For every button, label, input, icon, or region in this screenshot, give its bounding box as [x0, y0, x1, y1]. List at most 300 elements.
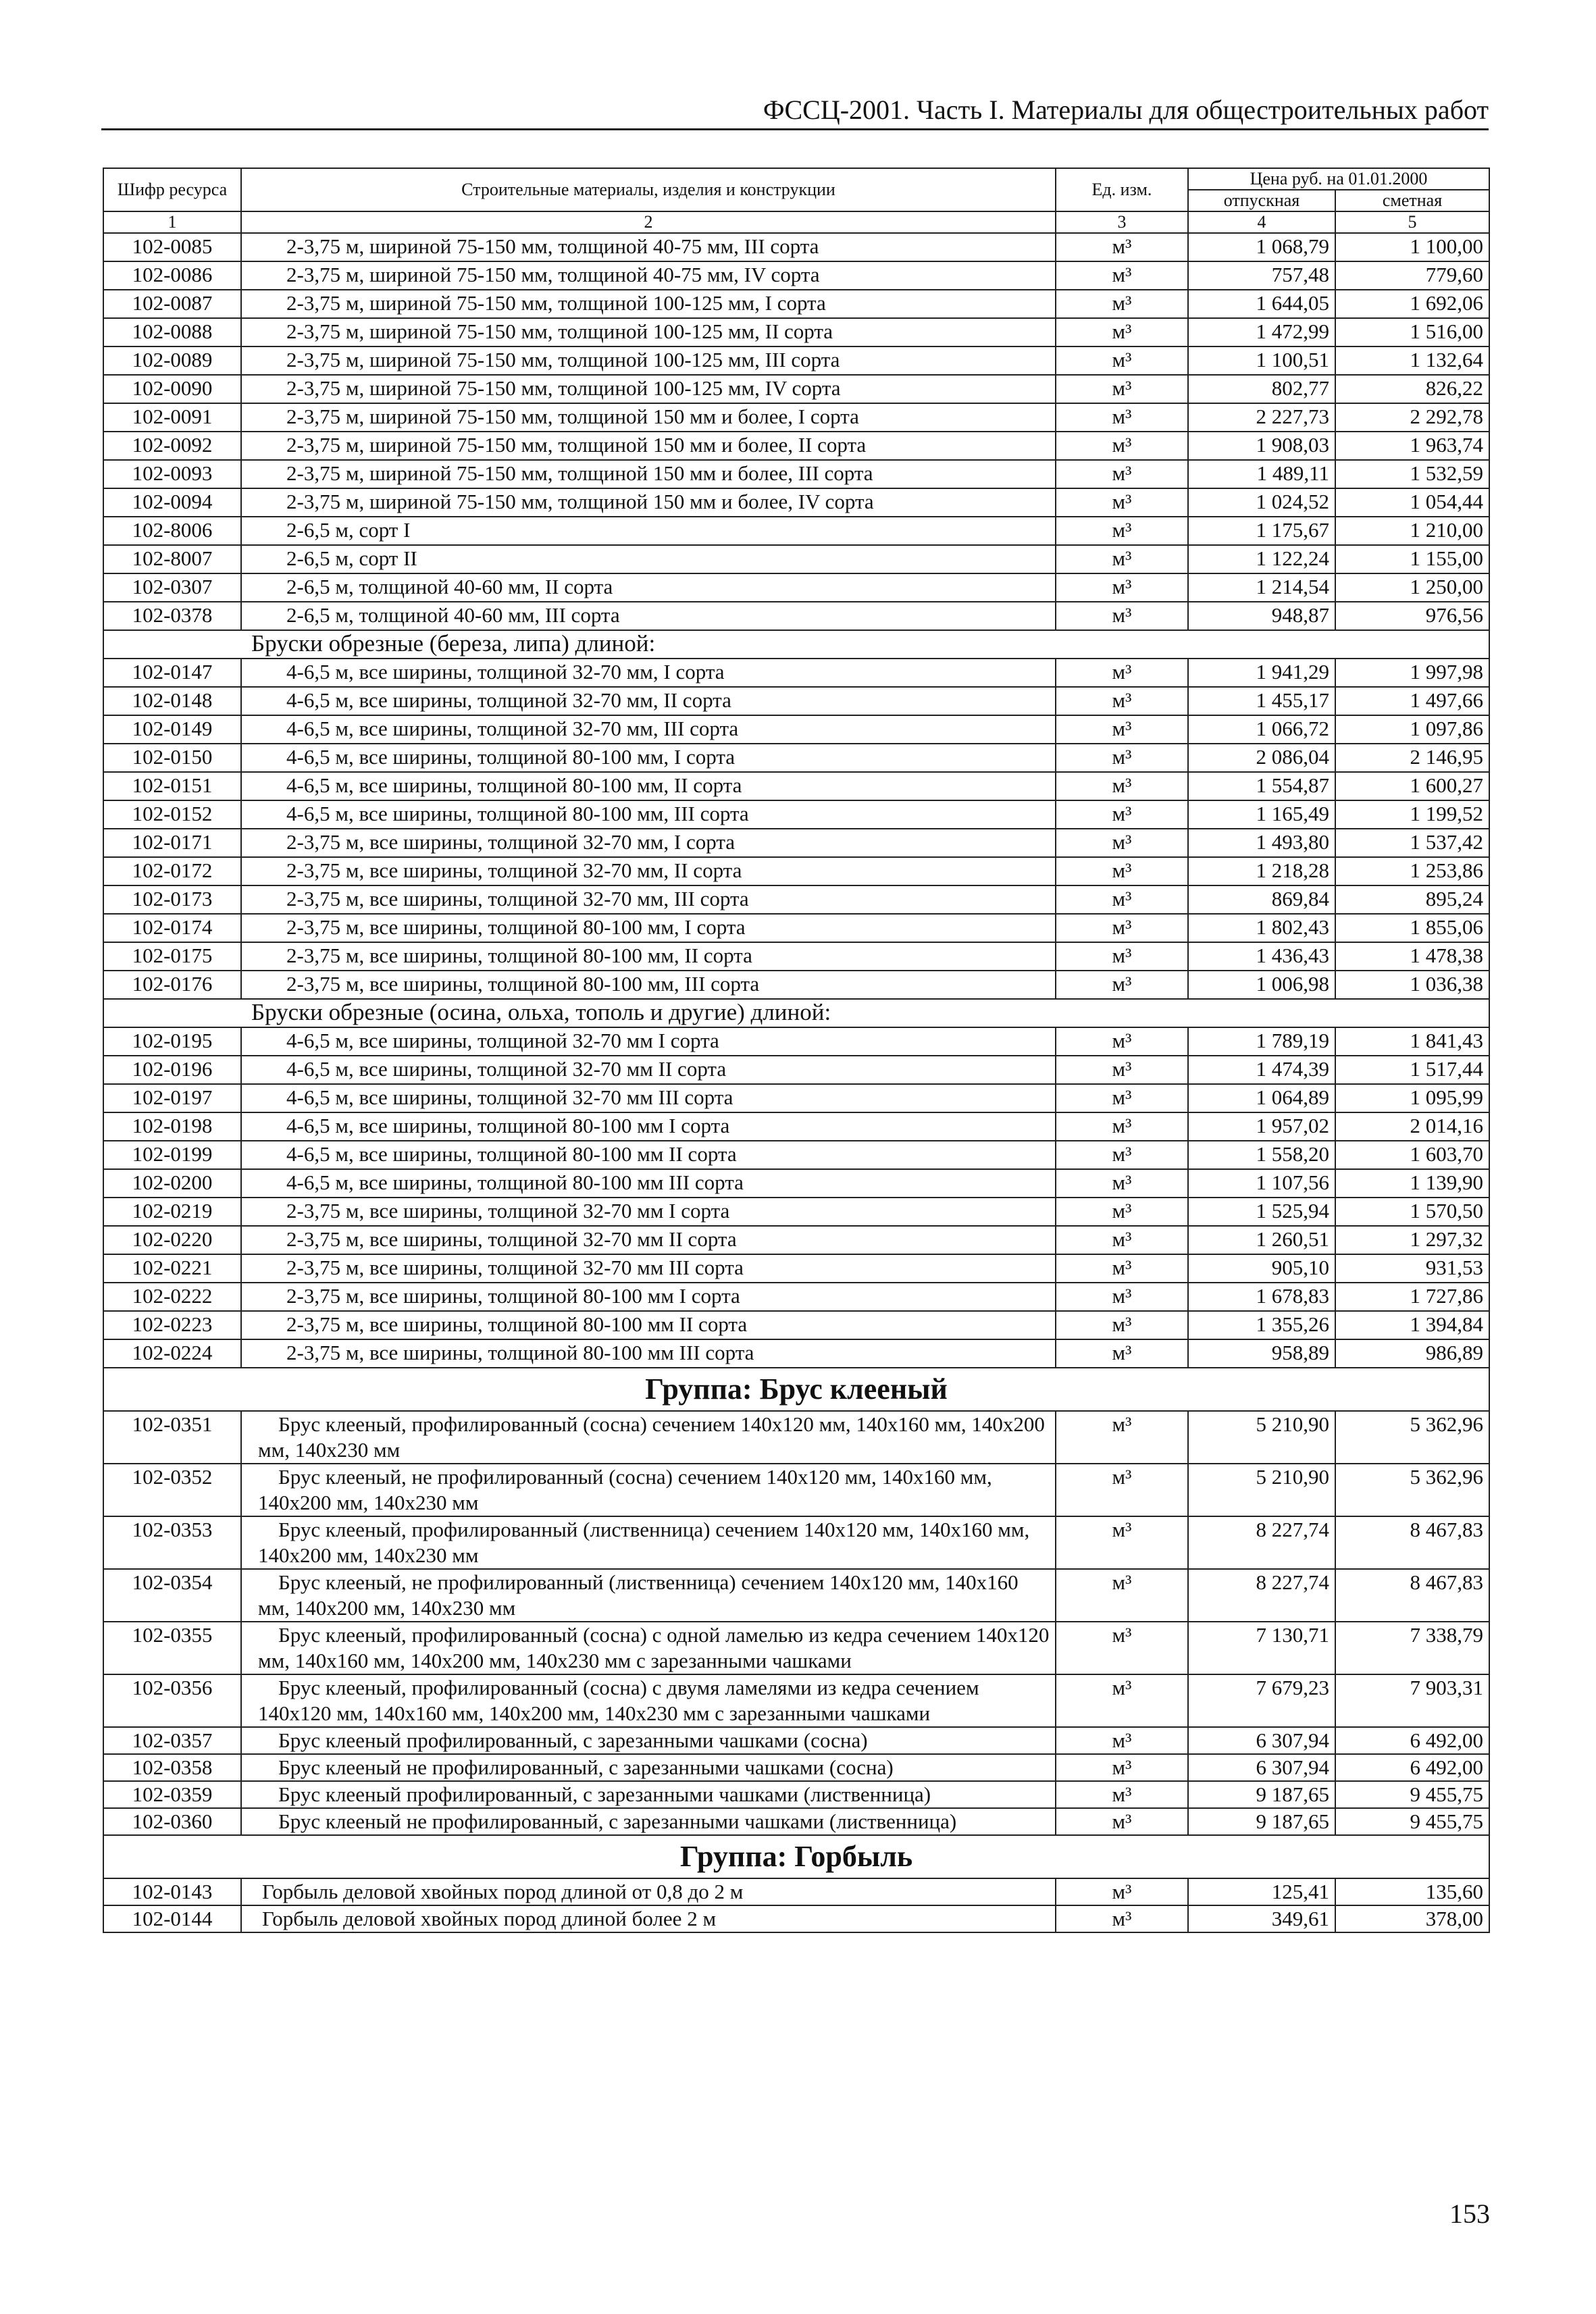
resource-code: 102-0357: [103, 1727, 241, 1754]
table-row: [103, 1905, 1489, 1932]
estimate-price: 1 478,38: [1335, 942, 1489, 971]
unit-cell: м³: [1056, 1464, 1188, 1516]
table-row: [103, 1569, 1489, 1622]
release-price: 1 558,20: [1188, 1141, 1335, 1169]
resource-code: 102-0176: [103, 971, 241, 999]
estimate-price: 1 600,27: [1335, 772, 1489, 800]
resource-code: 102-0087: [103, 290, 241, 318]
table-row: [103, 545, 1489, 573]
unit-cell: м³: [1056, 1339, 1188, 1368]
material-name: Брус клееный не профилированный, с зарезанными чашками (лиственница): [241, 1808, 1056, 1835]
col-num-5: 5: [1335, 211, 1489, 233]
resource-code: 102-0088: [103, 318, 241, 346]
estimate-price: 7 338,79: [1335, 1622, 1489, 1674]
unit-cell: м³: [1056, 1226, 1188, 1254]
unit-cell: м³: [1056, 800, 1188, 829]
estimate-price: 1 097,86: [1335, 715, 1489, 744]
release-price: 1 260,51: [1188, 1226, 1335, 1254]
material-name: 2-3,75 м, шириной 75-150 мм, толщиной 150 мм и более, III сорта: [241, 460, 1056, 488]
estimate-price: 1 250,00: [1335, 573, 1489, 602]
table-row: [103, 744, 1489, 772]
release-price: 2 227,73: [1188, 403, 1335, 432]
resource-code: 102-0224: [103, 1339, 241, 1368]
table-row: [103, 1516, 1489, 1569]
resource-code: 102-0221: [103, 1254, 241, 1283]
unit-cell: м³: [1056, 460, 1188, 488]
table-row: [103, 261, 1489, 290]
unit-cell: м³: [1056, 1112, 1188, 1141]
release-price: 9 187,65: [1188, 1808, 1335, 1835]
release-price: 1 554,87: [1188, 772, 1335, 800]
estimate-price: 8 467,83: [1335, 1569, 1489, 1622]
header-unit: Ед. изм.: [1056, 168, 1188, 211]
estimate-price: 1 155,00: [1335, 545, 1489, 573]
table-row: [103, 1339, 1489, 1368]
release-price: 1 436,43: [1188, 942, 1335, 971]
group-heading: Группа: Горбыль: [103, 1835, 1489, 1878]
unit-cell: м³: [1056, 1283, 1188, 1311]
table-row: [103, 488, 1489, 517]
resource-code: 102-0355: [103, 1622, 241, 1674]
resource-code: 102-0360: [103, 1808, 241, 1835]
resource-code: 102-0220: [103, 1226, 241, 1254]
table-row: [103, 1169, 1489, 1198]
material-name: 2-3,75 м, все ширины, толщиной 80-100 мм II сорта: [241, 1311, 1056, 1339]
release-price: 5 210,90: [1188, 1464, 1335, 1516]
material-name: 2-3,75 м, все ширины, толщиной 32-70 мм II сорта: [241, 1226, 1056, 1254]
table-header: [103, 168, 1489, 233]
release-price: 1 218,28: [1188, 857, 1335, 885]
release-price: 7 679,23: [1188, 1674, 1335, 1727]
unit-cell: м³: [1056, 1754, 1188, 1781]
resource-code: 102-0144: [103, 1905, 241, 1932]
resource-code: 102-0352: [103, 1464, 241, 1516]
header-name: Строительные материалы, изделия и конструкции: [241, 168, 1056, 211]
material-name: 2-3,75 м, все ширины, толщиной 32-70 мм, III сорта: [241, 885, 1056, 914]
table-body: [103, 233, 1489, 1932]
material-name: 2-3,75 м, все ширины, толщиной 32-70 мм III сорта: [241, 1254, 1056, 1283]
unit-cell: м³: [1056, 687, 1188, 715]
estimate-price: 6 492,00: [1335, 1727, 1489, 1754]
estimate-price: 976,56: [1335, 602, 1489, 630]
release-price: 802,77: [1188, 375, 1335, 403]
material-name: Брус клееный профилированный, с зарезанными чашками (лиственница): [241, 1781, 1056, 1808]
release-price: 1 789,19: [1188, 1027, 1335, 1056]
release-price: 1 068,79: [1188, 233, 1335, 261]
table-row: [103, 403, 1489, 432]
estimate-price: 378,00: [1335, 1905, 1489, 1932]
release-price: 1 175,67: [1188, 517, 1335, 545]
material-name: Брус клееный, профилированный (сосна) сечением 140х120 мм, 140х160 мм, 140х200 мм, 140х230 мм: [241, 1411, 1056, 1464]
table-row: [103, 885, 1489, 914]
estimate-price: 1 727,86: [1335, 1283, 1489, 1311]
table-row: [103, 1311, 1489, 1339]
material-name: 4-6,5 м, все ширины, толщиной 32-70 мм, II сорта: [241, 687, 1056, 715]
estimate-price: 1 210,00: [1335, 517, 1489, 545]
material-name: 4-6,5 м, все ширины, толщиной 32-70 мм I сорта: [241, 1027, 1056, 1056]
estimate-price: 2 292,78: [1335, 403, 1489, 432]
release-price: 1 908,03: [1188, 432, 1335, 460]
table-row: [103, 857, 1489, 885]
unit-cell: м³: [1056, 432, 1188, 460]
table-row: [103, 318, 1489, 346]
unit-cell: м³: [1056, 290, 1188, 318]
resource-code: 102-0198: [103, 1112, 241, 1141]
table-row: [103, 346, 1489, 375]
estimate-price: 135,60: [1335, 1878, 1489, 1905]
estimate-price: 1 855,06: [1335, 914, 1489, 942]
release-price: 8 227,74: [1188, 1569, 1335, 1622]
table-row: [103, 573, 1489, 602]
header-price: Цена руб. на 01.01.2000: [1188, 168, 1489, 190]
table-row: [103, 1464, 1489, 1516]
resource-code: 102-0151: [103, 772, 241, 800]
resource-code: 102-0152: [103, 800, 241, 829]
estimate-price: 1 537,42: [1335, 829, 1489, 857]
release-price: 1 107,56: [1188, 1169, 1335, 1198]
material-name: 2-3,75 м, шириной 75-150 мм, толщиной 100-125 мм, II сорта: [241, 318, 1056, 346]
table-row: [103, 375, 1489, 403]
resource-code: 102-0143: [103, 1878, 241, 1905]
unit-cell: м³: [1056, 942, 1188, 971]
material-name: 2-6,5 м, толщиной 40-60 мм, II сорта: [241, 573, 1056, 602]
estimate-price: 1 394,84: [1335, 1311, 1489, 1339]
unit-cell: м³: [1056, 1905, 1188, 1932]
price-table: [103, 168, 1490, 1933]
release-price: 1 941,29: [1188, 659, 1335, 687]
resource-code: 102-0354: [103, 1569, 241, 1622]
release-price: 1 678,83: [1188, 1283, 1335, 1311]
unit-cell: м³: [1056, 1056, 1188, 1084]
subheading-row: [103, 630, 1489, 659]
release-price: 8 227,74: [1188, 1516, 1335, 1569]
resource-code: 102-0353: [103, 1516, 241, 1569]
unit-cell: м³: [1056, 602, 1188, 630]
estimate-price: 779,60: [1335, 261, 1489, 290]
release-price: 1 100,51: [1188, 346, 1335, 375]
resource-code: 102-0094: [103, 488, 241, 517]
material-name: 2-3,75 м, все ширины, толщиной 32-70 мм, I сорта: [241, 829, 1056, 857]
estimate-price: 1 100,00: [1335, 233, 1489, 261]
unit-cell: м³: [1056, 1027, 1188, 1056]
unit-cell: м³: [1056, 772, 1188, 800]
estimate-price: 1 054,44: [1335, 488, 1489, 517]
material-name: Горбыль деловой хвойных пород длиной от 0,8 до 2 м: [241, 1878, 1056, 1905]
estimate-price: 1 603,70: [1335, 1141, 1489, 1169]
resource-code: 102-0173: [103, 885, 241, 914]
material-name: 2-3,75 м, все ширины, толщиной 80-100 мм, II сорта: [241, 942, 1056, 971]
estimate-price: 1 036,38: [1335, 971, 1489, 999]
estimate-price: 1 841,43: [1335, 1027, 1489, 1056]
release-price: 1 472,99: [1188, 318, 1335, 346]
estimate-price: 1 497,66: [1335, 687, 1489, 715]
table-row: [103, 914, 1489, 942]
estimate-price: 826,22: [1335, 375, 1489, 403]
table-row: [103, 1027, 1489, 1056]
unit-cell: м³: [1056, 545, 1188, 573]
release-price: 1 644,05: [1188, 290, 1335, 318]
release-price: 1 066,72: [1188, 715, 1335, 744]
resource-code: 102-0148: [103, 687, 241, 715]
release-price: 1 122,24: [1188, 545, 1335, 573]
release-price: 349,61: [1188, 1905, 1335, 1932]
table-row: [103, 602, 1489, 630]
resource-code: 102-0199: [103, 1141, 241, 1169]
material-name: Горбыль деловой хвойных пород длиной более 2 м: [241, 1905, 1056, 1932]
resource-code: 102-0197: [103, 1084, 241, 1112]
resource-code: 102-0093: [103, 460, 241, 488]
resource-code: 102-0223: [103, 1311, 241, 1339]
release-price: 2 086,04: [1188, 744, 1335, 772]
estimate-price: 1 095,99: [1335, 1084, 1489, 1112]
resource-code: 102-0222: [103, 1283, 241, 1311]
material-name: Брус клееный профилированный, с зарезанными чашками (сосна): [241, 1727, 1056, 1754]
table-row: [103, 971, 1489, 999]
table-row: [103, 517, 1489, 545]
unit-cell: м³: [1056, 659, 1188, 687]
resource-code: 102-0175: [103, 942, 241, 971]
material-name: 4-6,5 м, все ширины, толщиной 80-100 мм II сорта: [241, 1141, 1056, 1169]
estimate-price: 8 467,83: [1335, 1516, 1489, 1569]
group-heading-row: [103, 1368, 1489, 1411]
resource-code: 102-0174: [103, 914, 241, 942]
estimate-price: 1 570,50: [1335, 1198, 1489, 1226]
header-estimate: сметная: [1335, 190, 1489, 211]
unit-cell: м³: [1056, 1516, 1188, 1569]
material-name: 4-6,5 м, все ширины, толщиной 80-100 мм, II сорта: [241, 772, 1056, 800]
page-number: 153: [1449, 2199, 1490, 2229]
unit-cell: м³: [1056, 971, 1188, 999]
resource-code: 102-0086: [103, 261, 241, 290]
material-name: Брус клееный, профилированный (сосна) с двумя ламелями из кедра сечением 140х120 мм, 140х160 мм, 140х200 мм, 140х230 мм с зарезанными чашками: [241, 1674, 1056, 1727]
resource-code: 102-0090: [103, 375, 241, 403]
material-name: 2-6,5 м, толщиной 40-60 мм, III сорта: [241, 602, 1056, 630]
estimate-price: 986,89: [1335, 1339, 1489, 1368]
estimate-price: 1 199,52: [1335, 800, 1489, 829]
release-price: 9 187,65: [1188, 1781, 1335, 1808]
table-row: [103, 1674, 1489, 1727]
table-row: [103, 1622, 1489, 1674]
material-name: 2-3,75 м, шириной 75-150 мм, толщиной 40-75 мм, III сорта: [241, 233, 1056, 261]
resource-code: 102-0219: [103, 1198, 241, 1226]
material-name: 2-3,75 м, шириной 75-150 мм, толщиной 150 мм и более, IV сорта: [241, 488, 1056, 517]
unit-cell: м³: [1056, 1254, 1188, 1283]
release-price: 1 474,39: [1188, 1056, 1335, 1084]
table-row: [103, 290, 1489, 318]
table-row: [103, 772, 1489, 800]
material-name: 2-3,75 м, шириной 75-150 мм, толщиной 150 мм и более, II сорта: [241, 432, 1056, 460]
resource-code: 102-0091: [103, 403, 241, 432]
table-row: [103, 233, 1489, 261]
unit-cell: м³: [1056, 1878, 1188, 1905]
col-num-3: 3: [1056, 211, 1188, 233]
release-price: 1 064,89: [1188, 1084, 1335, 1112]
material-name: 4-6,5 м, все ширины, толщиной 80-100 мм I сорта: [241, 1112, 1056, 1141]
estimate-price: 1 532,59: [1335, 460, 1489, 488]
material-name: 4-6,5 м, все ширины, толщиной 32-70 мм, I сорта: [241, 659, 1056, 687]
estimate-price: 895,24: [1335, 885, 1489, 914]
resource-code: 102-0378: [103, 602, 241, 630]
release-price: 1 024,52: [1188, 488, 1335, 517]
table-row: [103, 1112, 1489, 1141]
estimate-price: 9 455,75: [1335, 1808, 1489, 1835]
release-price: 125,41: [1188, 1878, 1335, 1905]
table-row: [103, 1808, 1489, 1835]
table-row: [103, 1056, 1489, 1084]
header-release: отпускная: [1188, 190, 1335, 211]
estimate-price: 1 253,86: [1335, 857, 1489, 885]
unit-cell: м³: [1056, 1622, 1188, 1674]
estimate-price: 5 362,96: [1335, 1411, 1489, 1464]
header-code: Шифр ресурса: [103, 168, 241, 211]
release-price: 7 130,71: [1188, 1622, 1335, 1674]
estimate-price: 9 455,75: [1335, 1781, 1489, 1808]
material-name: 4-6,5 м, все ширины, толщиной 80-100 мм, III сорта: [241, 800, 1056, 829]
release-price: 1 957,02: [1188, 1112, 1335, 1141]
release-price: 1 493,80: [1188, 829, 1335, 857]
table-row: [103, 1254, 1489, 1283]
unit-cell: м³: [1056, 1311, 1188, 1339]
table-row: [103, 460, 1489, 488]
estimate-price: 6 492,00: [1335, 1754, 1489, 1781]
unit-cell: м³: [1056, 1727, 1188, 1754]
resource-code: 102-0171: [103, 829, 241, 857]
table-row: [103, 1141, 1489, 1169]
unit-cell: м³: [1056, 1141, 1188, 1169]
unit-cell: м³: [1056, 1084, 1188, 1112]
release-price: 905,10: [1188, 1254, 1335, 1283]
release-price: 1 006,98: [1188, 971, 1335, 999]
resource-code: 102-8006: [103, 517, 241, 545]
table-row: [103, 1754, 1489, 1781]
running-header: [101, 93, 1489, 130]
resource-code: 102-0307: [103, 573, 241, 602]
estimate-price: 1 132,64: [1335, 346, 1489, 375]
unit-cell: м³: [1056, 488, 1188, 517]
estimate-price: 1 692,06: [1335, 290, 1489, 318]
header-title: ФССЦ-2001. Часть I. Материалы для общестроительных работ: [763, 95, 1489, 125]
material-name: Брус клееный, профилированный (сосна) с одной ламелью из кедра сечением 140х120 мм, 140х160 мм, 140х200 мм, 140х230 мм с зарезанными чашками: [241, 1622, 1056, 1674]
estimate-price: 2 146,95: [1335, 744, 1489, 772]
table-row: [103, 715, 1489, 744]
release-price: 958,89: [1188, 1339, 1335, 1368]
unit-cell: м³: [1056, 375, 1188, 403]
col-num-1: 1: [103, 211, 241, 233]
material-name: 4-6,5 м, все ширины, толщиной 32-70 мм, III сорта: [241, 715, 1056, 744]
unit-cell: м³: [1056, 744, 1188, 772]
unit-cell: м³: [1056, 829, 1188, 857]
unit-cell: м³: [1056, 1411, 1188, 1464]
table-row: [103, 1781, 1489, 1808]
resource-code: 102-8007: [103, 545, 241, 573]
resource-code: 102-0200: [103, 1169, 241, 1198]
resource-code: 102-0351: [103, 1411, 241, 1464]
material-name: Брус клееный, профилированный (лиственница) сечением 140х120 мм, 140х160 мм, 140х200 мм, 140х230 мм: [241, 1516, 1056, 1569]
resource-code: 102-0172: [103, 857, 241, 885]
unit-cell: м³: [1056, 885, 1188, 914]
estimate-price: 2 014,16: [1335, 1112, 1489, 1141]
unit-cell: м³: [1056, 1198, 1188, 1226]
release-price: 1 455,17: [1188, 687, 1335, 715]
estimate-price: 1 516,00: [1335, 318, 1489, 346]
unit-cell: м³: [1056, 1808, 1188, 1835]
resource-code: 102-0359: [103, 1781, 241, 1808]
unit-cell: м³: [1056, 346, 1188, 375]
release-price: 5 210,90: [1188, 1411, 1335, 1464]
table-row: [103, 1727, 1489, 1754]
material-name: Брус клееный, не профилированный (лиственница) сечением 140х120 мм, 140х160 мм, 140х200 мм, 140х230 мм: [241, 1569, 1056, 1622]
table-row: [103, 1878, 1489, 1905]
unit-cell: м³: [1056, 573, 1188, 602]
subheading-row: [103, 999, 1489, 1027]
material-name: 2-3,75 м, шириной 75-150 мм, толщиной 100-125 мм, IV сорта: [241, 375, 1056, 403]
release-price: 6 307,94: [1188, 1754, 1335, 1781]
unit-cell: м³: [1056, 1169, 1188, 1198]
material-name: 4-6,5 м, все ширины, толщиной 80-100 мм III сорта: [241, 1169, 1056, 1198]
material-name: 2-3,75 м, все ширины, толщиной 80-100 мм, I сорта: [241, 914, 1056, 942]
material-name: 4-6,5 м, все ширины, толщиной 32-70 мм III сорта: [241, 1084, 1056, 1112]
material-name: 2-3,75 м, все ширины, толщиной 80-100 мм III сорта: [241, 1339, 1056, 1368]
col-num-2: 2: [241, 211, 1056, 233]
unit-cell: м³: [1056, 318, 1188, 346]
unit-cell: м³: [1056, 715, 1188, 744]
estimate-price: 5 362,96: [1335, 1464, 1489, 1516]
release-price: 1 802,43: [1188, 914, 1335, 942]
resource-code: 102-0085: [103, 233, 241, 261]
estimate-price: 7 903,31: [1335, 1674, 1489, 1727]
group-heading: Группа: Брус клееный: [103, 1368, 1489, 1411]
table-row: [103, 659, 1489, 687]
release-price: 1 214,54: [1188, 573, 1335, 602]
material-name: 2-6,5 м, сорт II: [241, 545, 1056, 573]
table-row: [103, 1226, 1489, 1254]
table-row: [103, 1283, 1489, 1311]
resource-code: 102-0150: [103, 744, 241, 772]
table-row: [103, 942, 1489, 971]
estimate-price: 1 139,90: [1335, 1169, 1489, 1198]
table-row: [103, 1084, 1489, 1112]
table-row: [103, 432, 1489, 460]
unit-cell: м³: [1056, 1781, 1188, 1808]
material-name: 4-6,5 м, все ширины, толщиной 32-70 мм II сорта: [241, 1056, 1056, 1084]
resource-code: 102-0089: [103, 346, 241, 375]
table-row: [103, 829, 1489, 857]
unit-cell: м³: [1056, 1569, 1188, 1622]
resource-code: 102-0092: [103, 432, 241, 460]
release-price: 6 307,94: [1188, 1727, 1335, 1754]
material-name: 2-3,75 м, все ширины, толщиной 80-100 мм, III сорта: [241, 971, 1056, 999]
resource-code: 102-0356: [103, 1674, 241, 1727]
material-name: Брус клееный не профилированный, с зарезанными чашками (сосна): [241, 1754, 1056, 1781]
table-row: [103, 1411, 1489, 1464]
resource-code: 102-0147: [103, 659, 241, 687]
material-name: 2-3,75 м, шириной 75-150 мм, толщиной 100-125 мм, I сорта: [241, 290, 1056, 318]
resource-code: 102-0358: [103, 1754, 241, 1781]
release-price: 1 355,26: [1188, 1311, 1335, 1339]
material-name: Брус клееный, не профилированный (сосна) сечением 140х120 мм, 140х160 мм, 140х200 мм, 140х230 мм: [241, 1464, 1056, 1516]
estimate-price: 1 517,44: [1335, 1056, 1489, 1084]
resource-code: 102-0196: [103, 1056, 241, 1084]
unit-cell: м³: [1056, 517, 1188, 545]
estimate-price: 1 997,98: [1335, 659, 1489, 687]
resource-code: 102-0195: [103, 1027, 241, 1056]
material-name: 2-3,75 м, все ширины, толщиной 32-70 мм I сорта: [241, 1198, 1056, 1226]
material-name: 2-3,75 м, все ширины, толщиной 32-70 мм, II сорта: [241, 857, 1056, 885]
material-name: 2-6,5 м, сорт I: [241, 517, 1056, 545]
table-row: [103, 1198, 1489, 1226]
release-price: 948,87: [1188, 602, 1335, 630]
release-price: 1 489,11: [1188, 460, 1335, 488]
